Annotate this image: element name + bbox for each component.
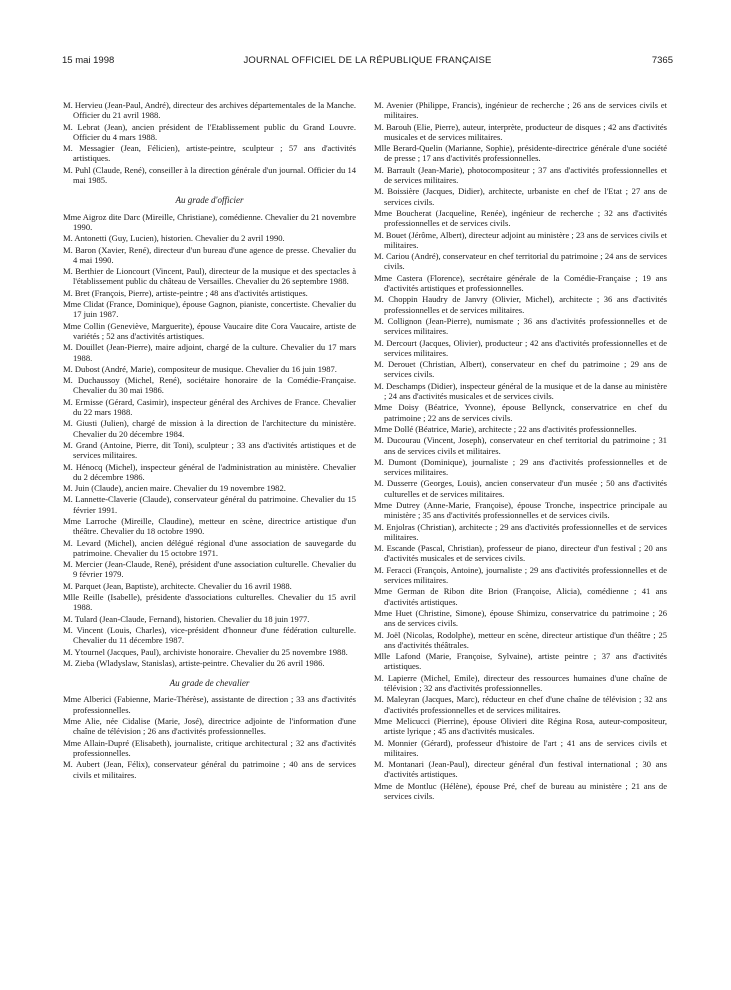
honoree-entry: M. Choppin Haudry de Janvry (Olivier, Michel), architecte ; 36 ans d'activités professionnelles et de services militaires. bbox=[374, 294, 667, 315]
honoree-entry: M. Lapierre (Michel, Emile), directeur des ressources humaines d'une chaîne de télévision ; 32 ans d'activités professionnelles. bbox=[374, 672, 667, 694]
honoree-entry: M. Vincent (Louis, Charles), vice-président d'honneur d'une fédération culturelle. Chevalier du 11 décembre 1987. bbox=[63, 624, 356, 646]
honoree-entry: M. Escande (Pascal, Christian), professeur de piano, directeur d'un festival ; 20 ans d'activités musicales et de services civils. bbox=[374, 543, 667, 564]
honoree-entry: M. Levard (Michel), ancien délégué régional d'une association de sauvegarde du patrimoine. Chevalier du 15 octobre 1971. bbox=[63, 537, 356, 558]
honoree-entry: M. Juin (Claude), ancien maire. Chevalier du 19 novembre 1982. bbox=[63, 483, 286, 494]
honoree-entry: M. Dumont (Dominique), journaliste ; 29 ans d'activités professionnelles et de services militaires. bbox=[374, 456, 667, 478]
left-column bbox=[63, 100, 356, 781]
honoree-entry: M. Aubert (Jean, Félix), conservateur général du patrimoine ; 40 ans de services civils et militaires. bbox=[63, 759, 356, 780]
honoree-entry: M. Monnier (Gérard), professeur d'histoire de l'art ; 41 ans de services civils et militaires. bbox=[374, 737, 667, 758]
honoree-entry: Mme de Montluc (Hélène), épouse Pré, chef de bureau au ministère ; 21 ans de services civils. bbox=[374, 780, 667, 801]
honoree-entry: M. Feracci (François, Antoine), journaliste ; 29 ans d'activités professionnelles et de services militaires. bbox=[374, 564, 667, 586]
honoree-entry: M. Berthier de Lioncourt (Vincent, Paul), directeur de la musique et des spectacles à l'établissement public du château de Versailles. Chevalier du 26 septembre 1988. bbox=[63, 266, 356, 287]
honoree-entry: Mme Aigroz dite Darc (Mireille, Christiane), comédienne. Chevalier du 21 novembre 1990. bbox=[63, 211, 356, 232]
honoree-entry: M. Deschamps (Didier), inspecteur général de la musique et de la danse au ministère ; 24 ans d'activités musicales et de services civils. bbox=[374, 380, 667, 402]
honoree-entry: Mlle Lafond (Marie, Françoise, Sylvaine), artiste peintre ; 37 ans d'activités artistiques. bbox=[374, 651, 667, 672]
honoree-entry: M. Enjolras (Christian), architecte ; 29 ans d'activités professionnelles et de services militaires. bbox=[374, 521, 667, 542]
honoree-entry: M. Maleyran (Jacques, Marc), réducteur en chef d'une chaîne de télévision ; 32 ans d'activités professionnelles et de services militaires. bbox=[374, 694, 667, 715]
honoree-entry: Mme Clidat (France, Dominique), épouse Gagnon, pianiste, concertiste. Chevalier du 17 juin 1987. bbox=[63, 299, 356, 320]
honoree-entry: Mlle Reille (Isabelle), présidente d'associations culturelles. Chevalier du 15 avril 1988. bbox=[63, 592, 356, 613]
right-column bbox=[374, 100, 667, 802]
honoree-entry: M. Douillet (Jean-Pierre), maire adjoint, chargé de la culture. Chevalier du 17 mars 1988. bbox=[63, 342, 356, 363]
honoree-entry: M. Barouh (Elie, Pierre), auteur, interprète, producteur de disques ; 42 ans d'activités musicales et de services militaires. bbox=[374, 121, 667, 142]
honoree-entry: Mme Huet (Christine, Simone), épouse Shimizu, conservatrice du patrimoine ; 26 ans de services civils. bbox=[374, 607, 667, 629]
honoree-entry: M. Hénocq (Michel), inspecteur général de l'administration au ministère. Chevalier du 2 décembre 1986. bbox=[63, 461, 356, 482]
honoree-entry: M. Cariou (André), conservateur en chef territorial du patrimoine ; 24 ans de services civils. bbox=[374, 251, 667, 272]
honoree-entry: M. Lebrat (Jean), ancien président de l'Etablissement public du Grand Louvre. Officier du 4 mars 1988. bbox=[63, 121, 356, 142]
honoree-entry: M. Bouet (Jérôme, Albert), directeur adjoint au ministère ; 23 ans de services civils et militaires. bbox=[374, 229, 667, 250]
honoree-entry: Mme Alie, née Cidalise (Marie, José), directrice adjointe de l'information d'une chaîne de télévision ; 26 ans d'activités professionnelles. bbox=[63, 716, 356, 737]
honoree-entry: Mme Boucherat (Jacqueline, Renée), ingénieur de recherche ; 32 ans d'activités professionnelles et de services civils. bbox=[374, 207, 667, 229]
honoree-entry: M. Mercier (Jean-Claude, René), président d'une association culturelle. Chevalier du 9 février 1979. bbox=[63, 559, 356, 580]
honoree-entry: M. Montanari (Jean-Paul), directeur général d'un festival international ; 30 ans d'activités artistiques. bbox=[374, 759, 667, 780]
honoree-entry: Mme German de Ribon dite Brion (Françoise, Alicia), comédienne ; 41 ans d'activités artistiques. bbox=[374, 586, 667, 607]
honoree-entry: Mme Doisy (Béatrice, Yvonne), épouse Bellynck, conservatrice en chef du patrimoine ; 22 ans de services civils. bbox=[374, 402, 667, 423]
honoree-entry: M. Barrault (Jean-Marie), photocompositeur ; 37 ans d'activités professionnelles et de services militaires. bbox=[374, 164, 667, 186]
page-header bbox=[62, 55, 673, 69]
honoree-entry: M. Lannette-Claverie (Claude), conservateur général du patrimoine. Chevalier du 15 février 1991. bbox=[63, 494, 356, 515]
honoree-entry: M. Tulard (Jean-Claude, Fernand), historien. Chevalier du 18 juin 1977. bbox=[63, 613, 310, 624]
honoree-entry: Mme Melicucci (Pierrine), épouse Olivieri dite Régina Rosa, auteur-compositeur, artiste lyrique ; 45 ans d'activités musicales. bbox=[374, 715, 667, 737]
honoree-entry: M. Zieba (Wladyslaw, Stanislas), artiste-peintre. Chevalier du 26 avril 1986. bbox=[63, 657, 325, 668]
honoree-entry: Mlle Berard-Quelin (Marianne, Sophie), présidente-directrice générale d'une société de presse ; 17 ans d'activités professionnelles. bbox=[374, 143, 667, 164]
honoree-entry: M. Joël (Nicolas, Rodolphe), metteur en scène, directeur artistique d'un théâtre ; 25 ans d'activités théâtrales. bbox=[374, 629, 667, 650]
honoree-entry: M. Derouet (Christian, Albert), conservateur en chef du patrimoine ; 29 ans de services civils. bbox=[374, 359, 667, 380]
honoree-entry: M. Avenier (Philippe, Francis), ingénieur de recherche ; 26 ans de services civils et militaires. bbox=[374, 100, 667, 121]
honoree-entry: M. Antonetti (Guy, Lucien), historien. Chevalier du 2 avril 1990. bbox=[63, 233, 285, 244]
honoree-entry: Mme Allain-Dupré (Elisabeth), journaliste, critique architectural ; 32 ans d'activités professionnelles. bbox=[63, 737, 356, 758]
honoree-entry: Mme Castera (Florence), secrétaire générale de la Comédie-Française ; 19 ans d'activités artistiques et professionnelles. bbox=[374, 272, 667, 294]
honoree-entry: M. Parquet (Jean, Baptiste), architecte. Chevalier du 16 avril 1988. bbox=[63, 580, 292, 591]
honoree-entry: M. Dusserre (Georges, Louis), ancien conservateur d'un musée ; 50 ans d'activités culturelles et de services militaires. bbox=[374, 478, 667, 499]
honoree-entry: Mme Dutrey (Anne-Marie, Françoise), épouse Tronche, inspectrice principale au ministère ; 35 ans d'activités professionnelles et de services civils. bbox=[374, 499, 667, 521]
header-date: 15 mai 1998 bbox=[62, 55, 115, 66]
honoree-entry: M. Grand (Antoine, Pierre, dit Toni), sculpteur ; 33 ans d'activités artistiques et de services militaires. bbox=[63, 439, 356, 461]
honoree-entry: M. Hervieu (Jean-Paul, André), directeur des archives départementales de la Manche. Officier du 21 avril 1988. bbox=[63, 100, 356, 121]
honoree-entry: M. Giusti (Julien), chargé de mission à la direction de l'architecture du ministère. Chevalier du 20 décembre 1984. bbox=[63, 418, 356, 439]
honoree-entry: M. Duchaussoy (Michel, René), sociétaire honoraire de la Comédie-Française. Chevalier du 30 mai 1986. bbox=[63, 375, 356, 396]
section-heading: Au grade d'officier bbox=[175, 195, 244, 206]
honoree-entry: M. Ytournel (Jacques, Paul), archiviste honoraire. Chevalier du 25 novembre 1988. bbox=[63, 646, 348, 657]
honoree-entry: Mme Collin (Geneviève, Marguerite), épouse Vaucaire dite Cora Vaucaire, artiste de variétés ; 52 ans d'activités artistiques. bbox=[63, 320, 356, 341]
honoree-entry: M. Messagier (Jean, Félicien), artiste-peintre, sculpteur ; 57 ans d'activités artistiques. bbox=[63, 143, 356, 164]
honoree-entry: Mme Alberici (Fabienne, Marie-Thérèse), assistante de direction ; 33 ans d'activités professionnelles. bbox=[63, 694, 356, 715]
honoree-entry: M. Puhl (Claude, René), conseiller à la direction générale d'un journal. Officier du 14 mai 1985. bbox=[63, 164, 356, 186]
honoree-entry: M. Baron (Xavier, René), directeur d'un bureau d'une agence de presse. Chevalier du 4 mai 1990. bbox=[63, 244, 356, 265]
honoree-entry: M. Ducourau (Vincent, Joseph), conservateur en chef territorial du patrimoine ; 31 ans de services civils et militaires. bbox=[374, 435, 667, 456]
honoree-entry: M. Boissière (Jacques, Didier), architecte, urbaniste en chef de l'Etat ; 27 ans de services civils. bbox=[374, 186, 667, 207]
honoree-entry: M. Collignon (Jean-Pierre), numismate ; 36 ans d'activités professionnelles et de services militaires. bbox=[374, 315, 667, 337]
honoree-entry: M. Ermisse (Gérard, Casimir), inspecteur général des Archives de France. Chevalier du 22 mars 1988. bbox=[63, 396, 356, 418]
honoree-entry: M. Bret (François, Pierre), artiste-peintre ; 48 ans d'activités artistiques. bbox=[63, 287, 308, 298]
honoree-entry: M. Dercourt (Jacques, Olivier), producteur ; 42 ans d'activités professionnelles et de services militaires. bbox=[374, 337, 667, 358]
section-heading: Au grade de chevalier bbox=[169, 678, 250, 689]
honoree-entry: M. Dubost (André, Marie), compositeur de musique. Chevalier du 16 juin 1987. bbox=[63, 363, 337, 374]
honoree-entry: Mme Dollé (Béatrice, Marie), architecte ; 22 ans d'activités professionnelles. bbox=[374, 423, 637, 434]
honoree-entry: Mme Larroche (Mireille, Claudine), metteur en scène, directrice artistique d'un théâtre. Chevalier du 18 octobre 1990. bbox=[63, 515, 356, 537]
journal-title: JOURNAL OFFICIEL DE LA RÉPUBLIQUE FRANÇAISE bbox=[243, 55, 492, 66]
page-number: 7365 bbox=[651, 55, 673, 66]
